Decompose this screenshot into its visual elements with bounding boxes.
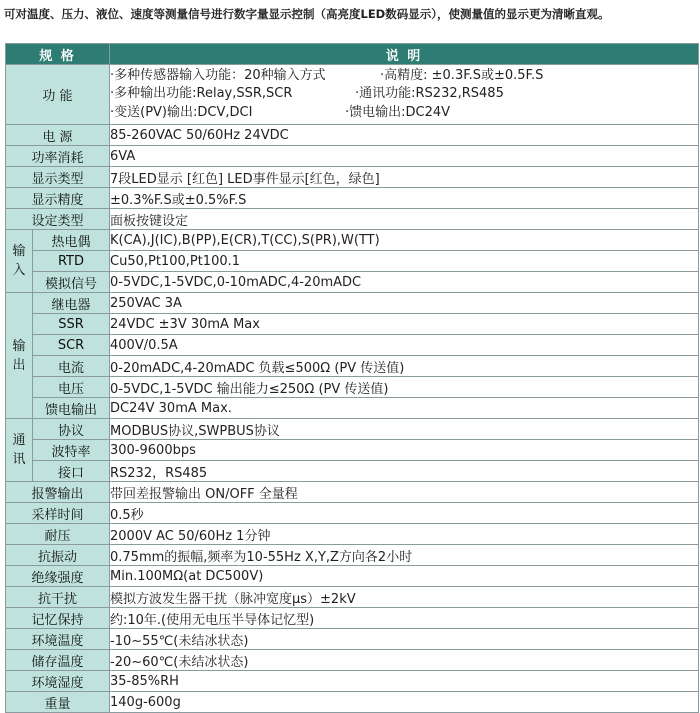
value-interference: 模拟方波发生器干扰（脉冲宽度μs）±2kV bbox=[110, 587, 699, 608]
label-vibration: 抗振动 bbox=[6, 545, 110, 566]
label-weight: 重量 bbox=[6, 692, 110, 713]
value-protocol: MODBUS协议,SWPBUS协议 bbox=[110, 419, 699, 440]
label-storage-temp: 储存温度 bbox=[6, 650, 110, 671]
value-display-type: 7段LED显示 [红色] LED事件显示[红色，绿色] bbox=[110, 167, 699, 188]
label-display-type: 显示类型 bbox=[6, 167, 110, 188]
value-memory: 约:10年.(使用无电压半导体记忆型) bbox=[110, 608, 699, 629]
value-setting-type: 面板按键设定 bbox=[110, 209, 699, 230]
value-vibration: 0.75mm的振幅,频率为10-55Hz X,Y,Z方向各2小时 bbox=[110, 545, 699, 566]
label-feed-output: 馈电输出 bbox=[33, 398, 110, 419]
spec-table bbox=[5, 43, 699, 713]
label-power: 电 源 bbox=[6, 125, 110, 146]
label-relay: 继电器 bbox=[33, 293, 110, 314]
value-analog: 0-5VDC,1-5VDC,0-10mADC,4-20mADC bbox=[110, 272, 699, 293]
value-voltage: 0-5VDC,1-5VDC 输出能力≤250Ω (PV 传送值) bbox=[110, 377, 699, 398]
label-humidity: 环境湿度 bbox=[6, 671, 110, 692]
label-voltage: 电压 bbox=[33, 377, 110, 398]
label-rtd: RTD bbox=[33, 251, 110, 272]
function-line1-b: ·高精度: ±0.3F.S或±0.5F.S bbox=[380, 67, 544, 83]
value-alarm-output: 带回差报警输出 ON/OFF 全量程 bbox=[110, 482, 699, 503]
label-memory: 记忆保持 bbox=[6, 608, 110, 629]
header-desc: 说 明 bbox=[110, 44, 699, 65]
value-consumption: 6VA bbox=[110, 146, 699, 167]
value-relay: 250VAC 3A bbox=[110, 293, 699, 314]
label-display-accuracy: 显示精度 bbox=[6, 188, 110, 209]
label-interference: 抗干扰 bbox=[6, 587, 110, 608]
label-current: 电流 bbox=[33, 356, 110, 377]
label-interface: 接口 bbox=[33, 461, 110, 482]
label-withstand-voltage: 耐压 bbox=[6, 524, 110, 545]
value-power: 85-260VAC 50/60Hz 24VDC bbox=[110, 125, 699, 146]
value-insulation: Min.100MΩ(at DC500V) bbox=[110, 566, 699, 587]
group-output: 输 出 bbox=[6, 293, 33, 419]
label-protocol: 协议 bbox=[33, 419, 110, 440]
value-thermocouple: K(CA),J(IC),B(PP),E(CR),T(CC),S(PR),W(TT) bbox=[110, 230, 699, 251]
function-line2-a: ·多种输出功能:Relay,SSR,SCR bbox=[110, 86, 293, 102]
value-baud-rate: 300-9600bps bbox=[110, 440, 699, 461]
value-ambient-temp: -10~55℃(未结冰状态) bbox=[110, 629, 699, 650]
label-thermocouple: 热电偶 bbox=[33, 230, 110, 251]
label-scr: SCR bbox=[33, 335, 110, 356]
value-rtd: Cu50,Pt100,Pt100.1 bbox=[110, 251, 699, 272]
value-feed-output: DC24V 30mA Max. bbox=[110, 398, 699, 419]
value-weight: 140g-600g bbox=[110, 692, 699, 713]
label-insulation: 绝缘强度 bbox=[6, 566, 110, 587]
label-ambient-temp: 环境温度 bbox=[6, 629, 110, 650]
function-line3-a: ·变送(PV)输出:DCV,DCI bbox=[110, 104, 253, 120]
value-current: 0-20mADC,4-20mADC 负载≤500Ω (PV 传送值) bbox=[110, 356, 699, 377]
value-humidity: 35-85%RH bbox=[110, 671, 699, 692]
value-scr: 400V/0.5A bbox=[110, 335, 699, 356]
function-line1-a: ·多种传感器输入功能：20种输入方式 bbox=[110, 67, 326, 83]
value-storage-temp: -20~60℃(未结冰状态) bbox=[110, 650, 699, 671]
intro-text: 可对温度、压力、液位、速度等测量信号进行数字量显示控制（高亮度LED数码显示），使测量值的显示更为清晰直观。 bbox=[4, 7, 610, 21]
label-analog: 模拟信号 bbox=[33, 272, 110, 293]
value-interface: RS232，RS485 bbox=[110, 461, 699, 482]
header-spec: 规 格 bbox=[6, 44, 110, 65]
label-ssr: SSR bbox=[33, 314, 110, 335]
function-line3-b: ·馈电输出:DC24V bbox=[345, 104, 451, 120]
value-display-accuracy: ±0.3%F.S或±0.5%F.S bbox=[110, 188, 699, 209]
label-setting-type: 设定类型 bbox=[6, 209, 110, 230]
group-input: 输 入 bbox=[6, 230, 33, 293]
label-baud-rate: 波特率 bbox=[33, 440, 110, 461]
value-function bbox=[110, 65, 699, 125]
value-ssr: 24VDC ±3V 30mA Max bbox=[110, 314, 699, 335]
value-withstand-voltage: 2000V AC 50/60Hz 1分钟 bbox=[110, 524, 699, 545]
label-function: 功 能 bbox=[6, 65, 110, 125]
function-line2-b: ·通讯功能:RS232,RS485 bbox=[355, 86, 504, 102]
label-sampling-time: 采样时间 bbox=[6, 503, 110, 524]
label-consumption: 功率消耗 bbox=[6, 146, 110, 167]
value-sampling-time: 0.5秒 bbox=[110, 503, 699, 524]
group-comm: 通 讯 bbox=[6, 419, 33, 482]
label-alarm-output: 报警输出 bbox=[6, 482, 110, 503]
